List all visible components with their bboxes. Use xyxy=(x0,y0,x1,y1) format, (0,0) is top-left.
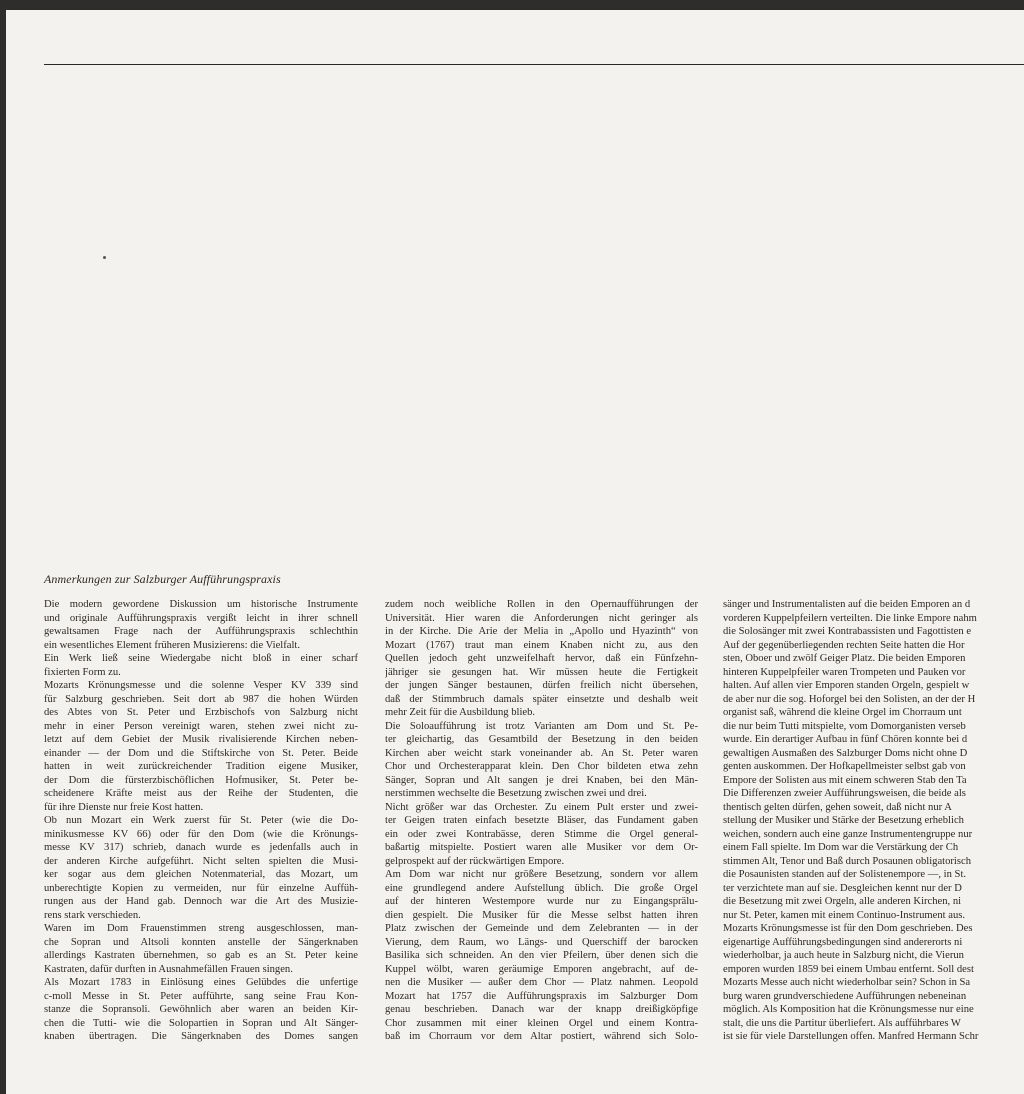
text-line: der jungen Sänger bestaunen, dürfen freilich nicht übersehen, xyxy=(385,680,698,691)
text-line: wurde. Ein derartiger Aufbau in fünf Chören konnte bei d xyxy=(723,734,968,745)
text-line: hinteren Kuppelpfeiler waren Trompeten und Pauken vor xyxy=(723,666,966,678)
text-line: genten auskommen. Der Hofkapellmeister selbst gab von xyxy=(723,761,966,772)
text-line: für Salzburg geschrieben. Seit dort ab 987 die hohen Würden xyxy=(44,693,358,705)
text-line: Ob nun Mozart ein Werk zuerst für St. Peter (wie die Do- xyxy=(44,815,358,826)
text-line: Kastraten, dafür durften in Ausnahmefällen Frauen singen. xyxy=(44,963,293,975)
text-line: Am Dom war nicht nur größere Besetzung, sondern vor allem xyxy=(385,869,698,880)
text-line: dien gespielt. Die Musiker für die Messe selbst hatten ihren xyxy=(385,909,698,921)
text-line: eine grundlegend andere Aufstellung üblich. Die große Orgel xyxy=(385,882,698,894)
text-line: Chor und Orchesterapparat klein. Den Chor bildeten etwa zehn xyxy=(385,761,698,772)
text-line: ter verzichtete man auf sie. Desgleichen kennt nur der D xyxy=(723,882,962,894)
text-line: letzt auf dem Gebiet der Musik rivalisierende Kirchen neben- xyxy=(44,734,358,745)
text-line: scheidenere Kräfte meist aus der Reihe der Studenten, die xyxy=(44,788,358,799)
text-line: Quellen jedoch geht unzweifelhaft hervor, daß ein Fünfzehn- xyxy=(385,653,698,664)
text-line: allerdings Kastraten übernehmen, so gab es an St. Peter keine xyxy=(44,950,358,961)
text-line: der anderen Kirche aufgeführt. Nicht selten spielten die Musi- xyxy=(44,855,358,867)
text-line: und originale Aufführungspraxis vergißt leicht in ihrer schnell xyxy=(44,612,358,624)
text-line: auf der hinteren Westempore wurde nur zu Eingangsprälu- xyxy=(385,896,698,907)
text-line: möglich. Als Komposition hat die Krönungsmesse nur eine xyxy=(723,1004,974,1015)
text-line: Mozarts Messe auch nicht wiederholbar sein? Schon in Sa xyxy=(723,977,971,988)
text-line: nerstimmen wechselte die Besetzung zwischen zwei und drei. xyxy=(385,788,647,799)
text-line: Basilika sich schneiden. An den vier Pfeilern, über denen sich die xyxy=(385,950,698,961)
text-column-1 xyxy=(44,598,358,1044)
text-line: Ein Werk ließ seine Wiedergabe nicht bloß in einer scharf xyxy=(44,653,358,664)
text-line: einem Fall spielte. Im Dom war die Verstärkung der Ch xyxy=(723,842,959,853)
text-line: die Besetzung mit zwei Orgeln, alle anderen Kirchen, ni xyxy=(723,896,962,907)
text-line: unberechtigte Kopien zu vermeiden, nur für einzelne Auffüh- xyxy=(44,882,358,894)
text-line: ist sie für viele Darstellungen offen. Manfred Hermann Schr xyxy=(723,1031,979,1042)
text-line: wiederholbar, ja auch heute in Salzburg nicht, die Vierun xyxy=(723,950,964,961)
text-column-2 xyxy=(385,598,698,1044)
text-line: nen die Musiker — außer dem Chor — Platz nahmen. Leopold xyxy=(385,977,698,988)
text-line: die nur beim Tutti mitspielte, vom Domorganisten verseb xyxy=(723,720,966,732)
text-line: Chor zusammen mit einer kleinen Orgel und einem Kontra- xyxy=(385,1017,698,1029)
text-line: Auf der gegenüberliegenden rechten Seite hatten die Hor xyxy=(723,639,965,651)
text-line: mehr in einer Person vereinigt waren, stehen zwei nicht zu- xyxy=(44,720,358,732)
text-line: stalt, die uns die Partitur überliefert. Als aufführbares W xyxy=(723,1017,961,1029)
text-line: organist saß, während die kleine Orgel im Chorraum unt xyxy=(723,707,962,718)
text-line: die Posaunisten standen auf der Solistenempore —, in St. xyxy=(723,869,967,880)
text-line: einander — der Dom und die Stiftskirche von St. Peter. Beide xyxy=(44,747,358,759)
text-line: burg waren grundverschiedene Aufführungen nebeneinan xyxy=(723,990,967,1002)
text-line: sänger und Instrumentalisten auf die beiden Emporen an d xyxy=(723,599,971,610)
text-line: Waren im Dom Frauenstimmen streng ausgeschlossen, man- xyxy=(44,923,358,934)
text-line: mehr Zeit für die Ausbildung blieb. xyxy=(385,707,536,718)
text-line: gewaltigen Ausmaßen des Salzburger Doms nicht ohne D xyxy=(723,747,968,759)
text-line: daß der Stimmbruch damals später einsetzte und deshalb weit xyxy=(385,693,698,705)
text-line: de aber nur die sog. Hoforgel bei den Solisten, an der der H xyxy=(723,693,976,705)
text-line: Mozart hat 1757 die Aufführungspraxis im Salzburger Dom xyxy=(385,990,698,1002)
text-line: Nicht größer war das Orchester. Zu einem Pult erster und zwei- xyxy=(385,801,698,813)
text-line: Die Differenzen zweier Aufführungsweisen, die beide als xyxy=(723,788,966,799)
text-line: eigenartige Aufführungsbedingungen sind andererorts ni xyxy=(723,936,963,948)
text-line: zudem noch weibliche Rollen in den Opernaufführungen der xyxy=(385,599,698,610)
text-line: Mozarts Krönungsmesse und die solenne Vesper KV 339 sind xyxy=(44,680,358,691)
text-line: rens stark verschieden. xyxy=(44,909,141,921)
text-line: Die modern gewordene Diskussion um historische Instrumente xyxy=(44,599,358,610)
text-line: Kuppel wölbt, waren geräumige Emporen angebracht, auf de- xyxy=(385,963,698,975)
top-rule xyxy=(44,64,1024,65)
paper-speck xyxy=(103,256,106,259)
text-line: rungen aus der Hand gab. Dennoch war die Art des Musizie- xyxy=(44,896,358,907)
text-line: knaben übertragen. Die Sängerknaben des Domes sangen xyxy=(44,1031,358,1042)
text-line: Die Soloaufführung ist trotz Varianten am Dom und St. Pe- xyxy=(385,720,698,732)
text-line: Als Mozart 1783 in Einlösung eines Gelübdes die unfertige xyxy=(44,977,358,988)
text-line: vorderen Kuppelpfeilern verteilten. Die linke Empore nahm xyxy=(723,612,977,624)
text-line: stanze die Sopransoli. Gewöhnlich aber waren an beiden Kir- xyxy=(44,1004,358,1015)
text-line: fixierten Form zu. xyxy=(44,666,121,678)
text-line: Mozart (1767) traut man einem Knaben nicht zu, aus den xyxy=(385,639,698,651)
text-line: Vierung, dem Raum, wo Längs- und Querschiff der barocken xyxy=(385,936,698,948)
text-line: sten, Oboer und zwölf Geiger Platz. Die beiden Emporen xyxy=(723,653,966,664)
text-line: halten. Auf allen vier Emporen standen Orgeln, gespielt w xyxy=(723,680,970,691)
text-line: gelprospekt auf der rückwärtigen Empore. xyxy=(385,855,565,867)
text-line: Mozarts Krönungsmesse ist für den Dom geschrieben. Des xyxy=(723,923,973,934)
text-line: des Abtes von St. Peter und Erzbischofs von Salzburg nicht xyxy=(44,707,358,718)
text-line: gewaltsamen Frage nach der Aufführungspraxis schlechthin xyxy=(44,626,358,637)
text-line: ker sogar aus dem gleichen Notenmaterial, das Mozart, um xyxy=(44,869,358,880)
text-line: hatten in weit zurückreichender Tradition eigene Musiker, xyxy=(44,761,358,772)
text-line: ein oder zwei Kontrabässe, deren Stimme die Orgel general- xyxy=(385,828,698,840)
text-line: baß im Chorraum vor dem Altar postiert, während sich Solo- xyxy=(385,1031,698,1042)
text-line: stimmen Alt, Tenor und Baß durch Posaunen obligatorisch xyxy=(723,855,971,867)
text-line: chen die Tutti- wie die Solopartien in Sopran und Alt Sänger- xyxy=(44,1017,358,1029)
text-line: in der Kirche. Die Arie der Melia in „Apollo und Hyazinth“ von xyxy=(385,626,698,637)
text-line: ter Geigen traten einfach besetzte Bläser, das Fundament gaben xyxy=(385,815,698,826)
text-line: baßartig mitspielte. Postiert waren alle Musiker vor dem Or- xyxy=(385,842,698,853)
text-line: Platz zwischen der Gemeinde und dem Zelebranten — in der xyxy=(385,923,698,934)
text-line: weichen, sondern auch eine ganze Instrumentengruppe nur xyxy=(723,828,973,840)
text-line: jähriger sie gesungen hat. Wir müssen heute die Fertigkeit xyxy=(385,666,698,678)
text-line: emporen wurden 1859 bei einem Umbau entfernt. Soll dest xyxy=(723,963,974,975)
text-line: ein wesentliches Element früheren Musizierens: die Vielfalt. xyxy=(44,639,300,651)
text-line: che Sopran und Altsoli konnten anstelle der Sängerknaben xyxy=(44,936,358,948)
text-line: Empore der Solisten aus mit einem schweren Stab den Ta xyxy=(723,774,967,786)
text-line: Kirchen aber weicht stark voneinander ab. An St. Peter waren xyxy=(385,747,698,759)
text-line: thentisch gelten dürfen, gehen soweit, daß nicht nur A xyxy=(723,801,952,813)
text-line: Universität. Hier waren die Anforderungen nicht geringer als xyxy=(385,612,698,624)
text-column-3 xyxy=(723,598,1024,1044)
text-line: die Solosänger mit zwei Kontrabassisten und Fagottisten e xyxy=(723,626,972,637)
text-line: der Dom die fürsterzbischöflichen Hofmusiker, St. Peter be- xyxy=(44,774,358,786)
text-line: stellung der Musiker und Stärke der Besetzung erheblich xyxy=(723,815,964,826)
section-title: Anmerkungen zur Salzburger Aufführungspraxis xyxy=(44,572,281,586)
text-line: nur St. Peter, kamen mit einem Continuo-Instrument aus. xyxy=(723,909,966,921)
text-line: genau beschrieben. Danach war der knapp dreißigköpfige xyxy=(385,1004,698,1015)
text-line: minikusmesse KV 66) oder für den Dom (wie die Krönungs- xyxy=(44,828,358,840)
text-line: für ihre Dienste nur freie Kost hatten. xyxy=(44,801,204,813)
text-line: ter gleichartig, das Gesamtbild der Besetzung in den beiden xyxy=(385,734,698,745)
text-line: messe KV 317) schrieb, danach wurde es jedenfalls auch in xyxy=(44,842,358,853)
text-line: Sänger, Sopran und Alt sangen je drei Knaben, bei den Män- xyxy=(385,774,698,786)
text-line: c-moll Messe in St. Peter aufführte, sang seine Frau Kon- xyxy=(44,990,358,1002)
